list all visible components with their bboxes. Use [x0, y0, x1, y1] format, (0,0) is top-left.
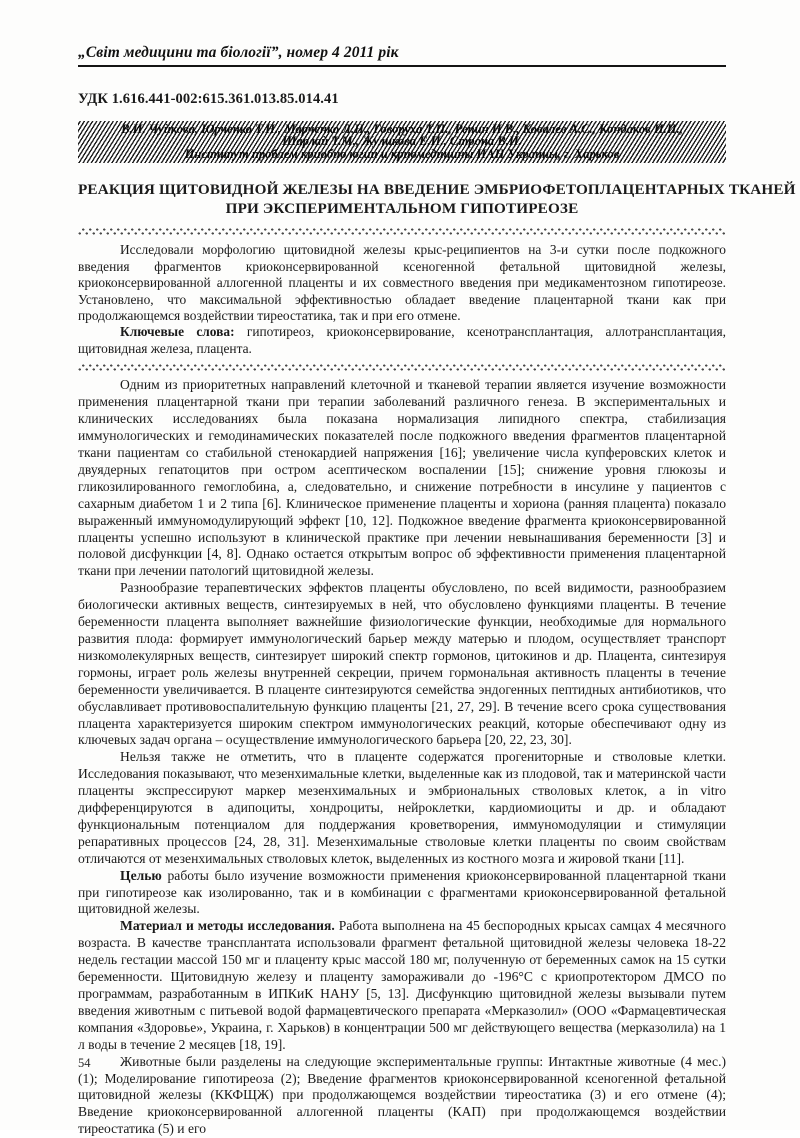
wavy-divider-top	[78, 227, 726, 236]
body-paragraph-4	[78, 868, 726, 919]
abstract-section	[78, 242, 726, 357]
author-line-2: Шарлай Т.М., Жуликова Е.П., Строна В.И.	[282, 134, 522, 149]
methods-label: Материал и методы исследования.	[120, 918, 335, 934]
running-head: „Світ медицини та біології”, номер 4 2011 рік	[78, 44, 399, 61]
author-institution: Институт проблем криобиологии и криомедицины НАН Украины, г. Харьков	[184, 146, 620, 161]
author-line-1: В.И. Чуйкова, Юрченко Т.Н., Марченко Л.Н., Говоруха Т.П., Репин Н.В., Ковалев А.С., Кондаков И.И.,	[121, 122, 683, 136]
keywords-values: гипотиреоз, криоконсервирование, ксенотрансплантация, аллотрансплантация, щитовидная железа, плацента.	[78, 324, 726, 356]
body-paragraph-3: Нельзя также не отметить, что в плаценте содержатся прогениторные и стволовые клетки. Исследования показывают, что мезенхимальные клетки, выделенные как из плодовой, так и материнской части плаценты экспрессируют маркер мезенхимальных и эмбриональных стволовых клеток, а in vitro дифференцируются в адипоциты, хондроциты, нейроклетки, кардиомиоциты и др. и обладают функциональным потенциалом для поддержания кроветворения, иммуномодуляции и стимуляции репаративных процессов [24, 28, 31]. Мезенхимальные стволовые клетки плаценты по своим свойствам отличаются от мезенхимальных стволовых клеток, выделенных из костного мозга и жировой ткани [11].	[78, 749, 726, 866]
abstract-text: Исследовали морфологию щитовидной железы крыс-реципиентов на 3-и сутки после подкожного введения фрагментов криоконсервированной ксеногенной фетальной щитовидной железы, криоконсервированной аллогенной плаценты и их совместного введения при медикаментозном гипотиреозе. Установлено, что максимальной эффективностью обладает введение плацентарной ткани как при продолжающемся воздействии тиреостатика, так и при его отмене.	[78, 242, 726, 324]
aim-label: Целью	[120, 867, 162, 883]
methods-text: Работа выполнена на 45 беспородных крысах самцах 4 месячного возраста. В качестве трансплантата использовали фрагмент фетальной щитовидной железы человека 18-22 недель гестации массой 150 мг и плаценту крыс массой 180 мг, полученную от беременных самок на 15 сутки беременности. Щитовидную железу и плаценту замораживали до -196°С с криопротектором ДМСО по программам, разработанным в ИПКиК НАНУ [5, 13]. Дисфункцию щитовидной железы вызывали путем введения животным с питьевой водой фармацевтического препарата «Мерказолил» (ООО «Фармацевтическая компания «Здоровье», Украина, г. Харьков) в концентрации 500 мг действующего вещества (мерказолила) на 1 л воды в течение 2 месяцев [18, 19].	[78, 918, 726, 1052]
page-title	[78, 180, 796, 218]
author-block-hatched	[78, 121, 726, 163]
title-line-2: ПРИ ЭКСПЕРИМЕНТАЛЬНОМ ГИПОТИРЕОЗЕ	[225, 200, 579, 218]
body-text	[78, 377, 726, 1138]
title-line-1: РЕАКЦИЯ ЩИТОВИДНОЙ ЖЕЛЕЗЫ НА ВВЕДЕНИЕ ЭМБРИОФЕТОПЛАЦЕНТАРНЫХ ТКАНЕЙ	[78, 181, 796, 199]
page-content	[78, 0, 796, 1138]
keywords-label: Ключевые слова:	[120, 324, 235, 340]
body-paragraph-6: Животные были разделены на следующие экспериментальные группы: Интактные животные (4 мес.) (1); Моделирование гипотиреоза (2); Введение фрагментов криоконсервированной ксеногенной фетальной щитовидной железы (ККФЩЖ) при продолжающемся воздействии тиреостатика (3) и его отмене (4); Введение криоконсервированной аллогенной плаценты (КАП) при продолжающемся воздействии тиреостатика (5) и его	[78, 1053, 726, 1137]
aim-text: работы было изучение возможности применения криоконсервированной плацентарной ткани при гипотиреозе как изолированно, так и в комбинации с фрагментами криоконсервированной фетальной щитовидной железы.	[78, 867, 726, 917]
keywords-line	[78, 324, 726, 357]
udc-code: УДК 1.616.441-002:615.361.013.85.014.41	[78, 91, 339, 107]
body-paragraph-5	[78, 918, 726, 1053]
header-rule	[78, 65, 726, 67]
body-paragraph-1: Одним из приоритетных направлений клеточной и тканевой терапии является изучение возможности применения плацентарной ткани при терапии заболеваний различного генеза. В экспериментальных и клинических исследованиях была показана нормализация липидного спектра, стабилизация иммунологических и гемодинамических показателей после подкожного введения фрагментов плацентарной ткани пациентам со стабильной стенокардией напряжения [16]; увеличение числа купферовских клеток и двуядерных гепатоцитов при остром асептическом воспалении [15]; снижение уровня глюкозы и гликозилированного гемоглобина, а, следовательно, и снижение потребности в инсулине у пациентов с сахарным диабетом 1 и 2 типа [6]. Клиническое применение плаценты и хориона (ранняя плацента) показало выраженный иммуномодулирующий эффект [10, 12]. Подкожное введение фрагмента криоконсервированной плаценты успешно используют в клинической практике при лечении невынашивания беременности [3] и половой дисфункции [4, 8]. Однако остается открытым вопрос об эффективности применения плацентарной ткани при лечении патологий щитовидной железы.	[78, 377, 726, 579]
page-number: 54	[78, 1056, 91, 1070]
wavy-divider-bottom	[78, 363, 726, 372]
author-names	[78, 123, 726, 160]
body-paragraph-2: Разнообразие терапевтических эффектов плаценты обусловлено, по всей видимости, разнообразием биологически активных веществ, синтезируемых в ней, что обусловлено функциями плаценты. В течение беременности плацента выполняет важнейшие физиологические функции, необходимые для нормального развития плода: формирует иммунологический барьер между матерью и плодом, осуществляет транспорт низкомолекулярных веществ, синтезирует широкий спектр гормонов, цитокинов и др. Плацента, синтезируя гормоны, играет роль железы внутренней секреции, причем гормональная активность плаценты в течение беременности увеличивается. В плаценте синтезируются семейства эндогенных пептидных антибиотиков, что обуславливает противовоспалительную функцию плаценты [21, 27, 29]. В течение всего срока существования плацента характеризуется широким спектром иммунологических реакций, которые обеспечивают одну из ключевых задач органа – осуществление иммунологического барьера [20, 22, 23, 30].	[78, 580, 726, 748]
